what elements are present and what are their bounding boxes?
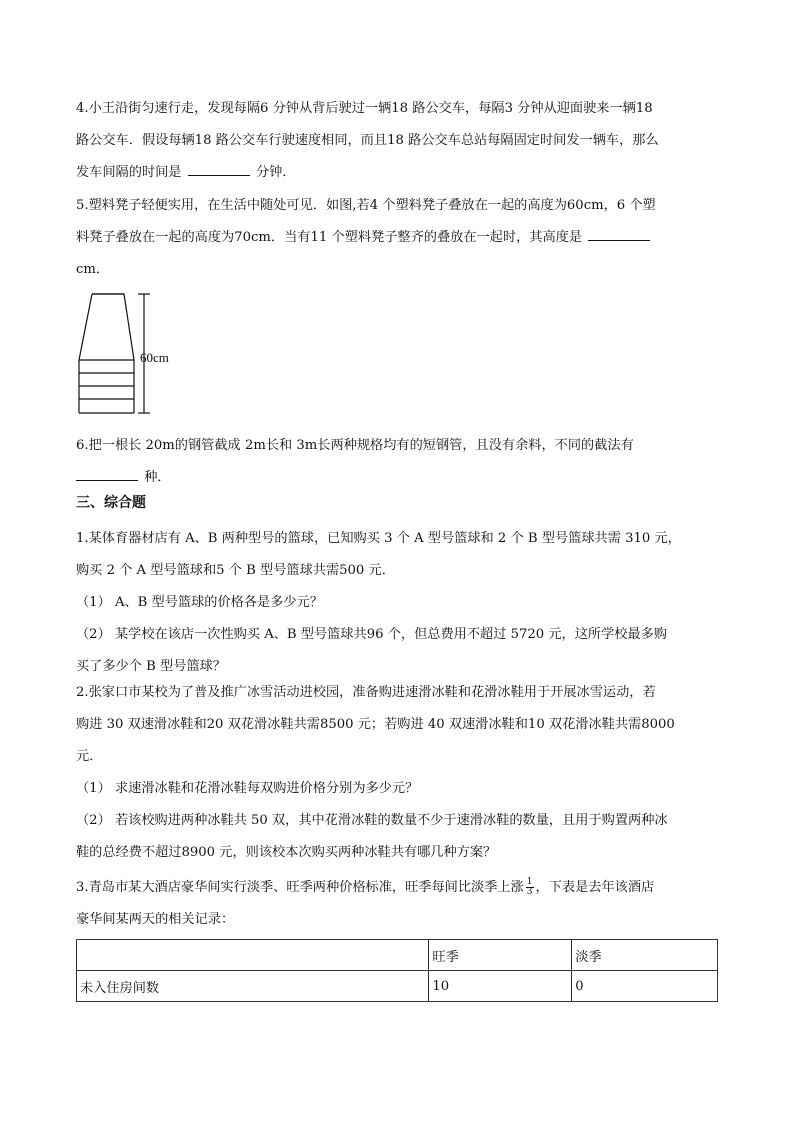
q6-line1: 6.把一根长 20m的钢管截成 2m长和 3m长两种规格均有的短钢管，且没有余料，不同的截法有 [76, 438, 634, 453]
c2-sub1: （1） 求速滑冰鞋和花滑冰鞋每双购进价格分别为多少元？ [76, 781, 419, 796]
c1-sub2-line2: 买了多少个 B 型号篮球？ [76, 659, 226, 674]
q6-line2-post: 种． [144, 470, 171, 485]
c1-text [76, 523, 736, 683]
section-heading: 三、综合题 [76, 495, 146, 511]
table-cell: 10 [429, 971, 572, 1002]
c2-text [76, 677, 736, 869]
q5-text [76, 190, 726, 286]
height-label: 60cm [140, 350, 169, 365]
stool-top-left-edge [79, 294, 92, 360]
c3-line2: 豪华间某两天的相关记录： [76, 912, 235, 927]
q6-text [76, 430, 726, 494]
stool-top-right-edge [92, 294, 134, 360]
q4-answer-blank[interactable] [188, 161, 250, 176]
fraction-denominator: 3 [526, 887, 533, 897]
c2-line1: 2.张家口市某校为了普及推广冰雪活动进校园，准备购进速滑冰鞋和花滑冰鞋用于开展冰雪运动，若 [76, 685, 656, 700]
stacked-stools-figure [70, 288, 190, 418]
c3-text [76, 872, 736, 936]
q4-line3-pre: 发车间隔的时间是 [76, 165, 182, 180]
table-header-cell: 淡季 [572, 940, 718, 971]
c1-line2: 购买 2 个 A 型号篮球和5 个 B 型号篮球共需500 元． [76, 563, 395, 578]
q4-line2: 路公交车．假设每辆18 路公交车行驶速度相同，而且18 路公交车总站每隔固定时间发一辆车，那么 [76, 133, 659, 148]
q5-line3: cm． [76, 262, 110, 277]
q5-answer-blank[interactable] [588, 226, 650, 241]
q4-line1: 4.小王沿街匀速行走，发现每隔6 分钟从背后驶过一辆18 路公交车，每隔3 分钟从迎面驶来一辆18 [76, 101, 653, 116]
q5-line2: 料凳子叠放在一起的高度为70cm．当有11 个塑料凳子整齐的叠放在一起时，其高度是 [76, 230, 583, 245]
record-table [76, 939, 718, 1002]
table-header-row [77, 940, 718, 971]
q4-line3-post: 分钟． [255, 165, 296, 180]
c2-line2: 购进 30 双速滑冰鞋和20 双花滑冰鞋共需8500 元；若购进 40 双速滑冰鞋和10 双花滑冰鞋共需8000 [76, 717, 675, 732]
c1-sub2-line1: （2） 某学校在该店一次性购买 A、B 型号篮球共96 个，但总费用不超过 5720 元，这所学校最多购 [76, 627, 668, 642]
q6-answer-blank[interactable] [76, 466, 138, 481]
c2-sub2-line1: （2） 若该校购进两种冰鞋共 50 双，其中花滑冰鞋的数量不少于速滑冰鞋的数量，且用于购置两种冰 [76, 813, 668, 828]
table-header-cell [77, 940, 429, 971]
table-row [77, 971, 718, 1002]
table-header-cell: 旺季 [429, 940, 572, 971]
c2-line3: 元． [76, 749, 103, 764]
q5-line1: 5.塑料凳子轻便实用，在生活中随处可见．如图,若4 个塑料凳子叠放在一起的高度为60cm，6 个塑 [76, 198, 656, 213]
c1-sub1: （1） A、B 型号篮球的价格各是多少元？ [76, 595, 323, 610]
table-cell: 0 [572, 971, 718, 1002]
q4-text [76, 93, 726, 189]
table-cell: 未入住房间数 [77, 971, 429, 1002]
c2-sub2-line2: 鞋的总经费不超过8900 元，则该校本次购买两种冰鞋共有哪几种方案？ [76, 845, 497, 860]
c3-line1-pre: 3.青岛市某大酒店豪华间实行淡季、旺季两种价格标准，旺季每间比淡季上涨 [76, 880, 524, 895]
c1-line1: 1.某体育器材店有 A、B 两种型号的篮球，已知购买 3 个 A 型号篮球和 2 个 B 型号篮球共需 310 元， [76, 531, 681, 546]
one-third-fraction [526, 878, 534, 897]
c3-line1-post: ，下表是去年该酒店 [535, 880, 655, 895]
fraction-numerator: 1 [526, 877, 533, 887]
